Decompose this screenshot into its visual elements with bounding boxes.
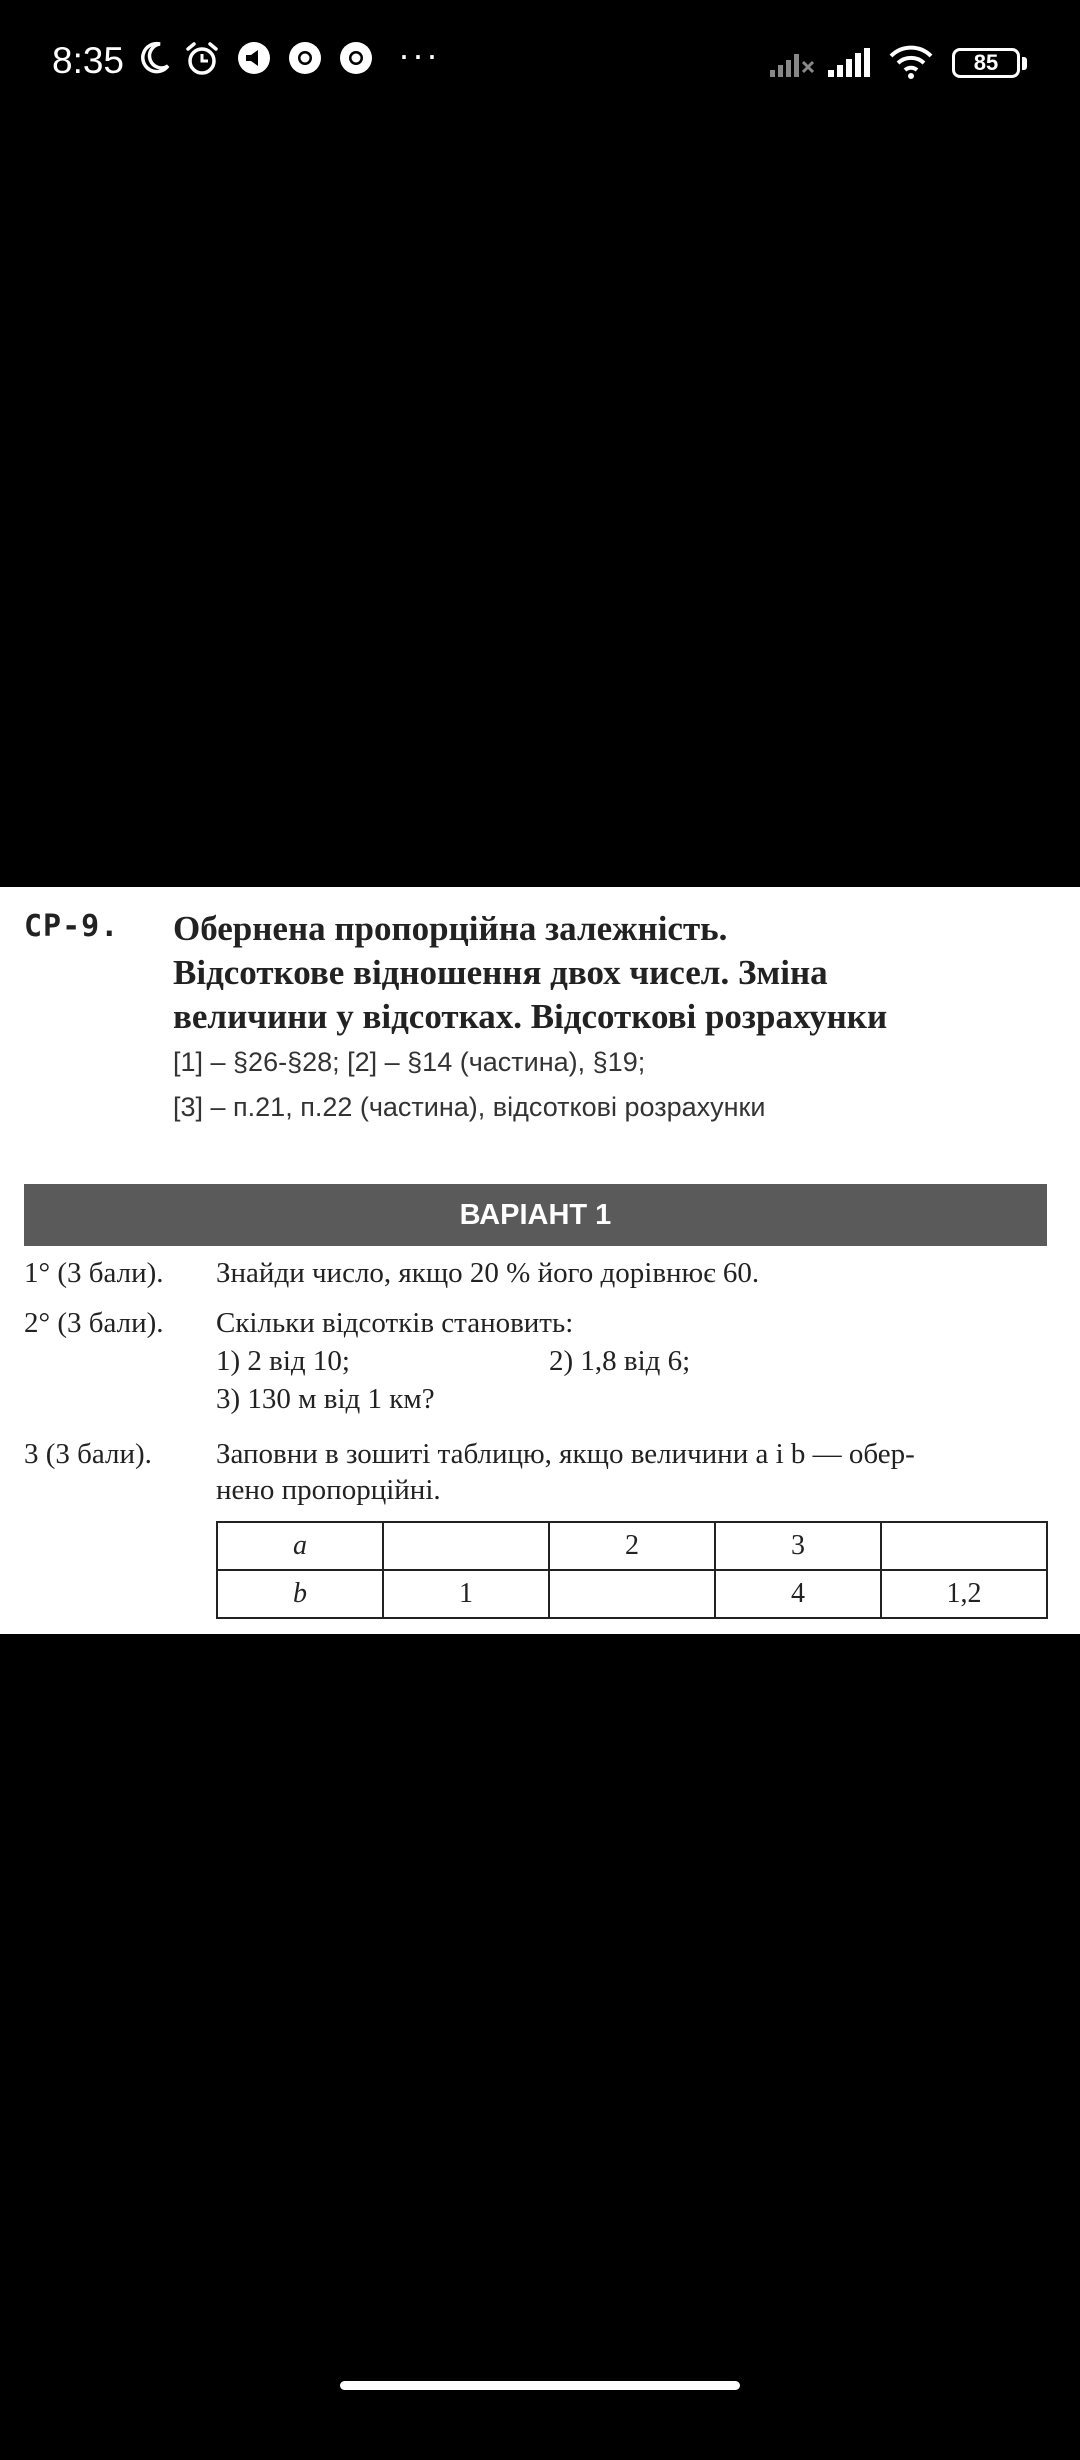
- variant-header: [24, 1184, 1047, 1246]
- wifi-icon: [888, 44, 934, 80]
- status-bar: [0, 0, 1080, 130]
- task-item: 1) 2 від 10;: [216, 1345, 350, 1377]
- table-cell: [383, 1522, 549, 1570]
- task-text: нено пропорційні.: [216, 1474, 441, 1506]
- variant-label: ВАРІАНТ 1: [459, 1198, 612, 1231]
- home-indicator[interactable]: [340, 2381, 740, 2390]
- task-label: 1° (3 бали).: [24, 1257, 164, 1289]
- table-row: [217, 1522, 1047, 1570]
- values-table: [216, 1521, 1048, 1619]
- page-title: [173, 907, 1063, 1039]
- task-label: 2° (3 бали).: [24, 1307, 164, 1339]
- table-cell: b: [217, 1570, 383, 1618]
- work-code: СР-9.: [24, 909, 120, 944]
- signal-icon: [828, 48, 874, 78]
- table-cell: [549, 1570, 715, 1618]
- alarm-icon: [183, 40, 221, 78]
- signal-off-icon: [770, 48, 816, 78]
- notification-icon: [236, 40, 272, 76]
- task-item: 3) 130 м від 1 км?: [216, 1383, 435, 1415]
- clock: 8:35: [52, 40, 125, 81]
- moon-icon: [136, 40, 172, 76]
- task-2: [0, 1307, 1080, 1427]
- task-text: Заповни в зошиті таблицю, якщо величини a і b — обер-: [216, 1438, 915, 1470]
- task-label: 3 (3 бали).: [24, 1438, 152, 1470]
- table-cell: a: [217, 1522, 383, 1570]
- table-row: [217, 1570, 1047, 1618]
- table-cell: [881, 1522, 1047, 1570]
- battery-icon: [952, 48, 1020, 78]
- table-cell: 4: [715, 1570, 881, 1618]
- battery-cap: [1022, 57, 1027, 70]
- title-line: величини у відсотках. Відсоткові розрахунки: [173, 997, 888, 1036]
- task-item: 2) 1,8 від 6;: [549, 1345, 691, 1377]
- chrome-icon: [338, 40, 374, 76]
- chrome-icon: [287, 40, 323, 76]
- title-line: Відсоткове відношення двох чисел. Зміна: [173, 953, 828, 992]
- title-line: Обернена пропорційна залежність.: [173, 909, 728, 948]
- table-cell: 1: [383, 1570, 549, 1618]
- task-text: Скільки відсотків становить:: [216, 1307, 574, 1339]
- references-line: [1] – §26-§28; [2] – §14 (частина), §19;: [173, 1047, 646, 1077]
- task-3: [0, 1438, 1080, 1518]
- more-icon: ···: [398, 34, 440, 75]
- table-cell: 1,2: [881, 1570, 1047, 1618]
- references-line: [3] – п.21, п.22 (частина), відсоткові розрахунки: [173, 1092, 766, 1122]
- task-1: [0, 1257, 1080, 1297]
- table-cell: 2: [549, 1522, 715, 1570]
- task-text: Знайди число, якщо 20 % його дорівнює 60.: [216, 1257, 760, 1289]
- battery-level: 85: [973, 50, 999, 75]
- document-image: [0, 887, 1080, 1634]
- table-cell: 3: [715, 1522, 881, 1570]
